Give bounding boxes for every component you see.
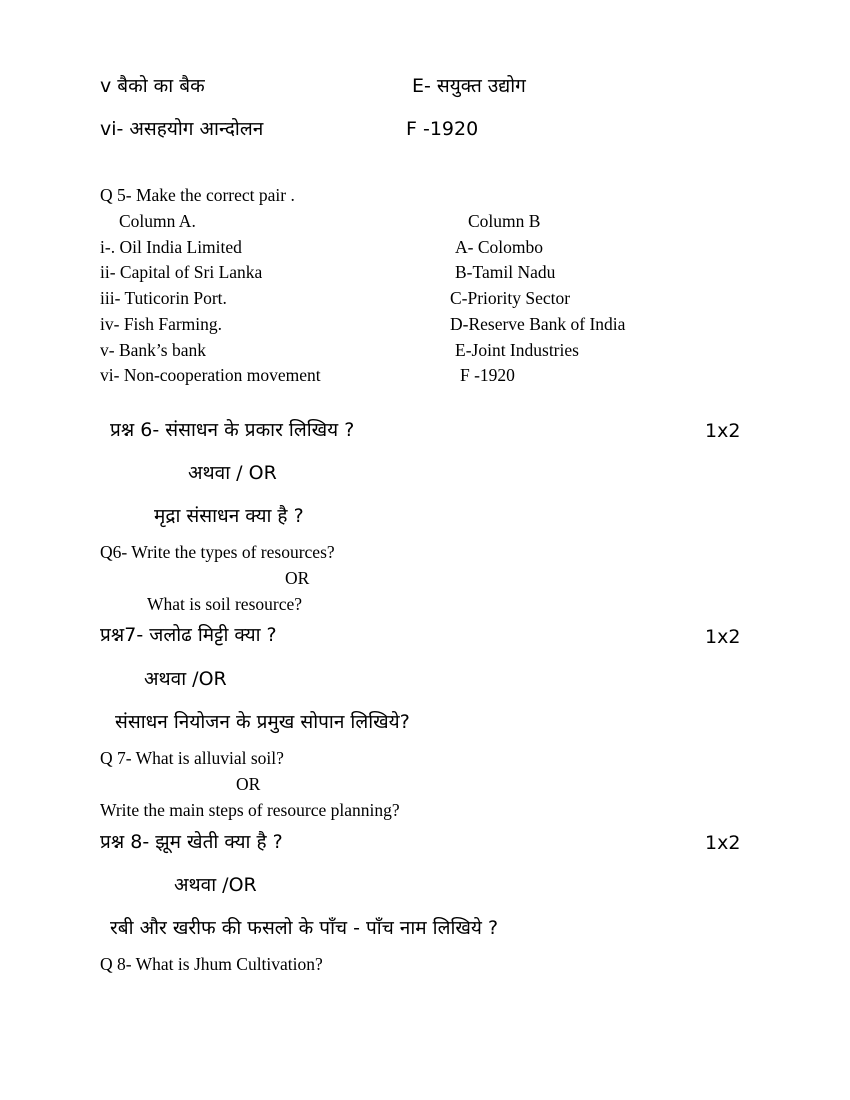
q8-hindi-alternative: रबी और खरीफ की फसलो के पाँच - पाँच नाम लिखिये ? bbox=[110, 917, 499, 939]
q8-hindi-or: अथवा /OR bbox=[174, 874, 257, 896]
q6-hindi-alternative: मृद्रा संसाधन क्या है ? bbox=[154, 505, 304, 527]
q6-english-or: OR bbox=[285, 568, 310, 588]
q5-row-b: E-Joint Industries bbox=[455, 340, 579, 360]
q5-row-a: v- Bank’s bank bbox=[100, 340, 206, 360]
q5-row-b: C-Priority Sector bbox=[450, 288, 571, 308]
q6-hindi-or: अथवा / OR bbox=[188, 462, 277, 484]
q5-row-a: vi- Non-cooperation movement bbox=[100, 365, 321, 385]
q8-hindi-question: प्रश्न 8- झूम खेती क्या है ? bbox=[100, 831, 283, 853]
q5-row-a: i-. Oil India Limited bbox=[100, 237, 242, 257]
q8-english-question: Q 8- What is Jhum Cultivation? bbox=[100, 954, 323, 974]
q6-english-question: Q6- Write the types of resources? bbox=[100, 542, 335, 562]
hindi-match-right-5: E- सयुक्त उद्योग bbox=[412, 75, 526, 97]
q5-row-a: iv- Fish Farming. bbox=[100, 314, 223, 334]
q5-row-a: iii- Tuticorin Port. bbox=[100, 288, 227, 308]
q5-row-b: A- Colombo bbox=[455, 237, 543, 257]
q5-column-a-header: Column A. bbox=[119, 211, 196, 231]
q5-row-a: ii- Capital of Sri Lanka bbox=[100, 262, 263, 282]
q7-english-or: OR bbox=[236, 774, 261, 794]
q6-hindi-question: प्रश्न 6- संसाधन के प्रकार लिखिय ? bbox=[110, 419, 355, 441]
hindi-match-left-5: v बैको का बैक bbox=[100, 75, 205, 97]
q5-row-b: F -1920 bbox=[460, 365, 515, 385]
q8-marks: 1x2 bbox=[705, 832, 741, 854]
q7-english-alternative: Write the main steps of resource planning? bbox=[100, 800, 400, 820]
q7-marks: 1x2 bbox=[705, 626, 741, 648]
q7-hindi-or: अथवा /OR bbox=[144, 668, 227, 690]
q5-column-b-header: Column B bbox=[468, 211, 541, 231]
q6-marks: 1x2 bbox=[705, 420, 741, 442]
q7-hindi-question: प्रश्न7- जलोढ मिट्टी क्या ? bbox=[100, 624, 277, 646]
q5-row-b: D-Reserve Bank of India bbox=[450, 314, 626, 334]
q5-row-b: B-Tamil Nadu bbox=[455, 262, 556, 282]
q5-title: Q 5- Make the correct pair . bbox=[100, 185, 295, 205]
hindi-match-right-6: F -1920 bbox=[406, 118, 479, 140]
q7-english-question: Q 7- What is alluvial soil? bbox=[100, 748, 284, 768]
q6-english-alternative: What is soil resource? bbox=[147, 594, 303, 614]
hindi-match-left-6: vi- असहयोग आन्दोलन bbox=[100, 118, 264, 140]
q7-hindi-alternative: संसाधन नियोजन के प्रमुख सोपान लिखिये? bbox=[115, 711, 410, 733]
